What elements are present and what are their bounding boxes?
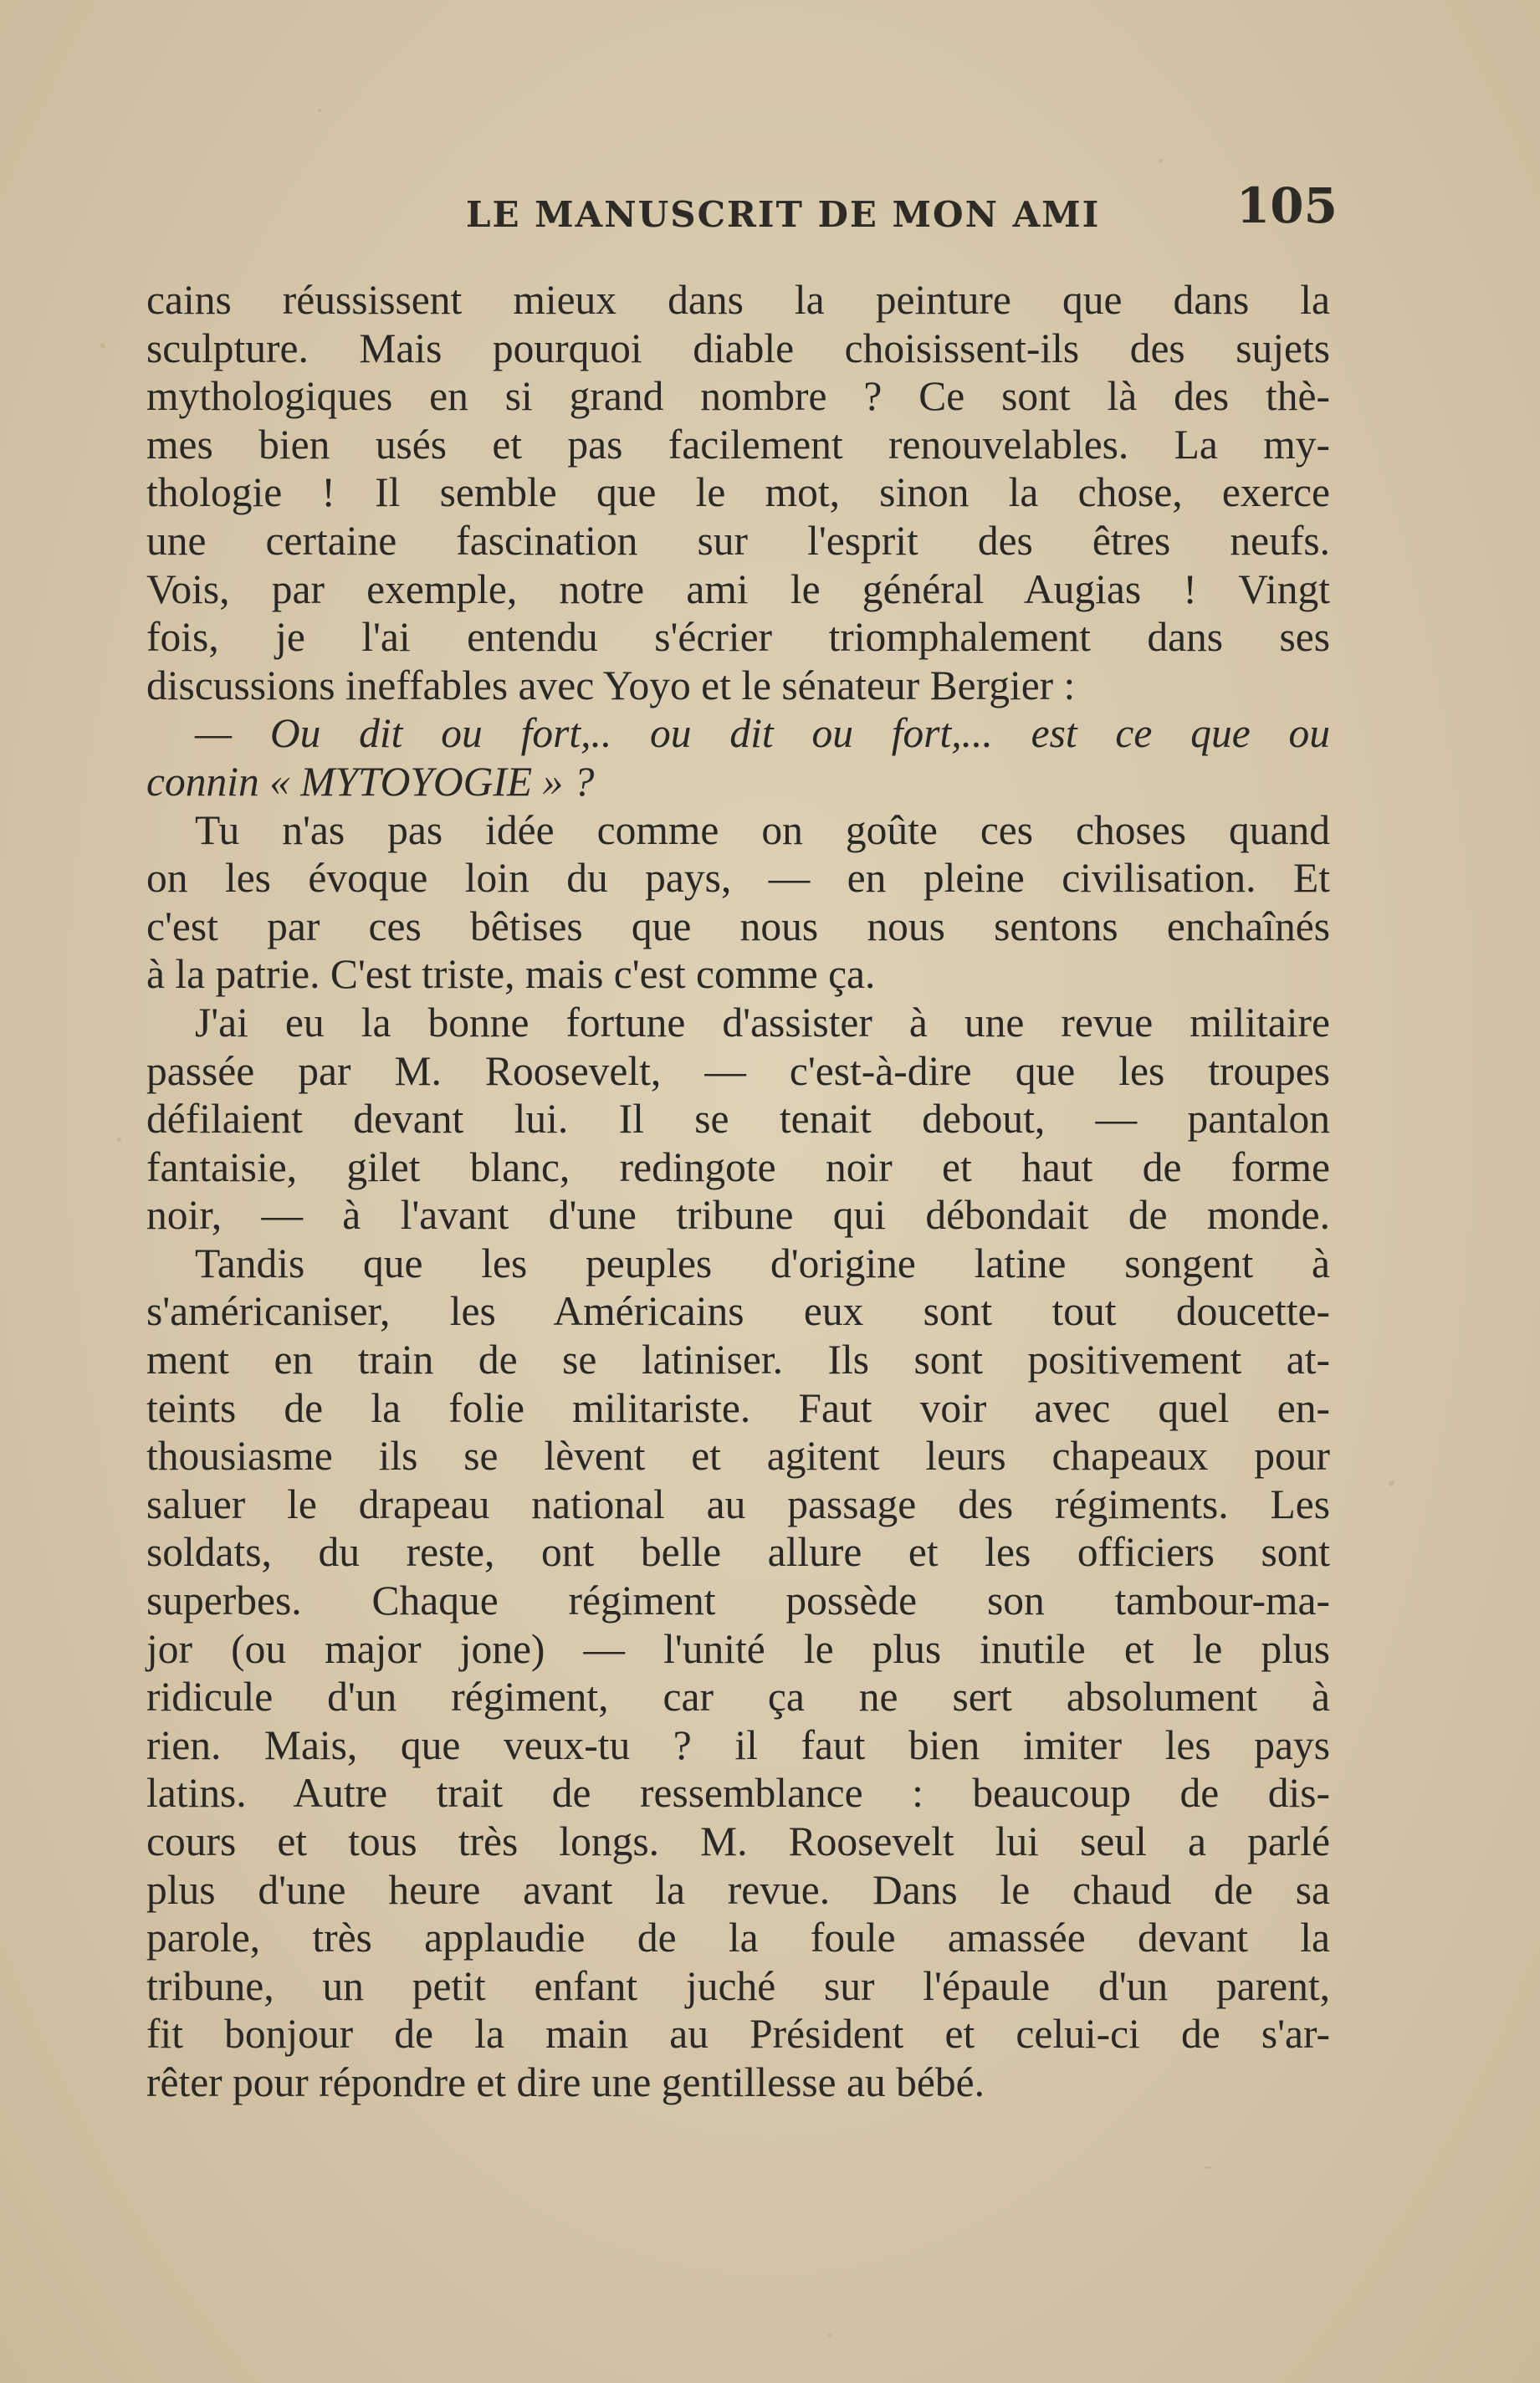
paper-speck: [1159, 159, 1163, 163]
running-title: LE MANUSCRIT DE MON AMI: [466, 194, 1101, 235]
text-line: cains réussissent mieux dans la peinture que dans la: [146, 277, 1330, 323]
text-line: défilaient devant lui. Il se tenait debout, — pantalon: [146, 1096, 1330, 1143]
paper-speck: [1205, 2166, 1212, 2169]
text-line: c'est par ces bêtises que nous nous sentons enchaînés: [146, 903, 1330, 949]
text-line: jor (ou major jone) — l'unité le plus inutile et le plus: [146, 1625, 1330, 1672]
paper-speck: [318, 109, 321, 112]
page-header: [146, 177, 1343, 236]
text-line: passée par M. Roosevelt, — c'est-à-dire que les troupes: [146, 1047, 1330, 1094]
text-line: ridicule d'un régiment, car ça ne sert absolument à: [146, 1674, 1330, 1721]
text-line: rien. Mais, que veux-tu ? il faut bien imiter les pays: [146, 1721, 1330, 1768]
text-line: à la patrie. C'est triste, mais c'est comme ça.: [146, 951, 876, 998]
text-line: thologie ! Il semble que le mot, sinon la chose, exerce: [146, 469, 1330, 516]
text-line: fois, je l'ai entendu s'écrier triomphalement dans ses: [146, 614, 1330, 661]
text-line: fantaisie, gilet blanc, redingote noir et haut de forme: [146, 1143, 1330, 1190]
text-line: on les évoque loin du pays, — en pleine civilisation. Et: [146, 855, 1330, 902]
text-line: ment en train de se latiniser. Ils sont positivement at-: [146, 1337, 1330, 1383]
text-line: rêter pour répondre et dire une gentillesse au bébé.: [146, 2058, 985, 2105]
text-line: — Ou dit ou fort,.. ou dit ou fort,... est ce que ou: [195, 710, 1330, 757]
text-line: fit bonjour de la main au Président et celui-ci de s'ar-: [146, 2011, 1330, 2058]
paper-speck: [828, 2334, 831, 2337]
text-line: Tu n'as pas idée comme on goûte ces choses quand: [195, 806, 1330, 853]
paper-speck: [100, 343, 105, 348]
text-line: tribune, un petit enfant juché sur l'épaule d'un parent,: [146, 1962, 1330, 2009]
text-line: Vois, par exemple, notre ami le général Augias ! Vingt: [146, 565, 1330, 612]
text-line: sculpture. Mais pourquoi diable choisissent-ils des sujets: [146, 325, 1330, 371]
body-text: [146, 276, 1330, 2107]
text-line: saluer le drapeau national au passage des régiments. Les: [146, 1480, 1330, 1527]
text-line: teints de la folie militariste. Faut voir avec quel en-: [146, 1384, 1330, 1431]
text-line: parole, très applaudie de la foule amassée devant la: [146, 1915, 1330, 1961]
text-line: cours et tous très longs. M. Roosevelt lui seul a parlé: [146, 1818, 1330, 1864]
text-line: Tandis que les peuples d'origine latine songent à: [195, 1240, 1330, 1286]
page-number: 105: [1236, 177, 1338, 234]
text-line: superbes. Chaque régiment possède son tambour-ma-: [146, 1578, 1330, 1624]
text-line: discussions ineffables avec Yoyo et le sénateur Bergier :: [146, 662, 1076, 708]
text-line: mythologiques en si grand nombre ? Ce sont là des thè-: [146, 373, 1330, 420]
text-line: connin « MYTOYOGIE » ?: [146, 758, 595, 805]
text-line: latins. Autre trait de ressemblance : beaucoup de dis-: [146, 1770, 1330, 1817]
text-line: soldats, du reste, ont belle allure et les officiers sont: [146, 1529, 1330, 1576]
text-line: J'ai eu la bonne fortune d'assister à une revue militaire: [195, 999, 1330, 1046]
paper-speck: [117, 1138, 121, 1142]
paper-speck: [1389, 1480, 1394, 1486]
text-line: s'américaniser, les Américains eux sont tout doucette-: [146, 1288, 1330, 1335]
text-line: mes bien usés et pas facilement renouvelables. La my-: [146, 421, 1330, 468]
text-line: plus d'une heure avant la revue. Dans le chaud de sa: [146, 1866, 1330, 1913]
text-line: noir, — à l'avant d'une tribune qui débondait de monde.: [146, 1192, 1330, 1239]
text-line: une certaine fascination sur l'esprit des êtres neufs.: [146, 517, 1330, 564]
text-line: thousiasme ils se lèvent et agitent leurs chapeaux pour: [146, 1433, 1330, 1480]
